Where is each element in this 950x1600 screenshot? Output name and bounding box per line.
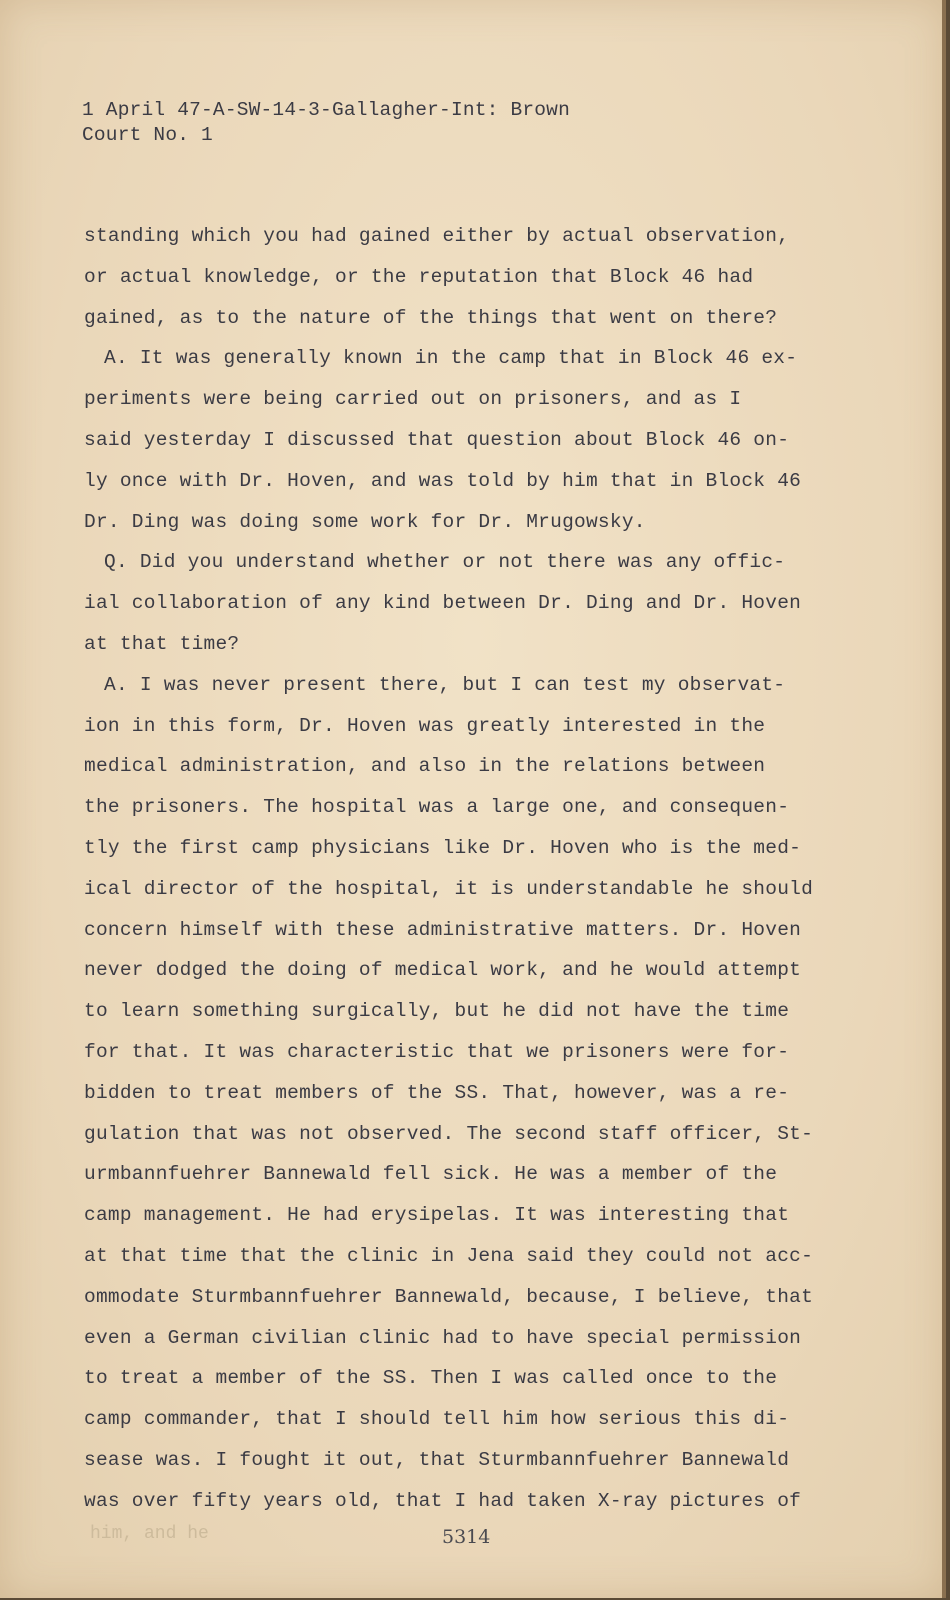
- transcript-line: was over fifty years old, that I had taken X-ray pictures of: [84, 1489, 802, 1512]
- transcript-line: gulation that was not observed. The second staff officer, St-: [84, 1122, 814, 1145]
- transcript-line: A. It was generally known in the camp that in Block 46 ex-: [104, 347, 798, 370]
- transcript-line: the prisoners. The hospital was a large one, and consequen-: [84, 796, 790, 819]
- transcript-line: ly once with Dr. Hoven, and was told by him that in Block 46: [84, 469, 802, 492]
- transcript-line: ommodate Sturmbannfuehrer Bannewald, because, I believe, that: [84, 1285, 814, 1308]
- page-number: 5314: [442, 1526, 491, 1548]
- transcript-header: [82, 98, 570, 148]
- transcript-line: periments were being carried out on prisoners, and as I: [84, 388, 742, 411]
- transcript-line: to treat a member of the SS. Then I was called once to the: [84, 1367, 778, 1390]
- transcript-line: at that time that the clinic in Jena said they could not acc-: [84, 1244, 814, 1267]
- transcript-line: gained, as to the nature of the things that went on there?: [84, 306, 778, 329]
- transcript-line: ial collaboration of any kind between Dr. Ding and Dr. Hoven: [84, 592, 802, 615]
- transcript-line: A. I was never present there, but I can test my observat-: [104, 673, 786, 696]
- transcript-line: camp commander, that I should tell him how serious this di-: [84, 1408, 790, 1431]
- transcript-line: camp management. He had erysipelas. It was interesting that: [84, 1204, 790, 1227]
- transcript-line: for that. It was characteristic that we prisoners were for-: [84, 1040, 790, 1063]
- transcript-line: tly the first camp physicians like Dr. Hoven who is the med-: [84, 836, 802, 859]
- transcript-line: even a German civilian clinic had to have special permission: [84, 1326, 802, 1349]
- page-edge: [942, 0, 946, 1598]
- transcript-line: never dodged the doing of medical work, and he would attempt: [84, 959, 802, 982]
- transcript-line: said yesterday I discussed that question about Block 46 on-: [84, 428, 790, 451]
- transcript-line: to learn something surgically, but he did not have the time: [84, 1000, 790, 1023]
- header-court-line: Court No. 1: [82, 124, 213, 146]
- transcript-line: urmbannfuehrer Bannewald fell sick. He was a member of the: [84, 1163, 778, 1186]
- transcript-line: standing which you had gained either by actual observation,: [84, 225, 790, 247]
- header-date-line: 1 April 47-A-SW-14-3-Gallagher-Int: Brown: [82, 99, 570, 121]
- transcript-line: ical director of the hospital, it is understandable he should: [84, 877, 814, 900]
- transcript-line: Dr. Ding was doing some work for Dr. Mrugowsky.: [84, 510, 646, 533]
- bleed-through-text: him, and he: [90, 1524, 209, 1544]
- transcript-line: ion in this form, Dr. Hoven was greatly interested in the: [84, 714, 766, 737]
- transcript-line: at that time?: [84, 632, 240, 655]
- transcript-line: Q. Did you understand whether or not there was any offic-: [104, 551, 786, 574]
- transcript-line: concern himself with these administrative matters. Dr. Hoven: [84, 918, 802, 941]
- transcript-line: bidden to treat members of the SS. That, however, was a re-: [84, 1081, 790, 1104]
- transcript-line: sease was. I fought it out, that Sturmbannfuehrer Bannewald: [84, 1448, 790, 1471]
- transcript-line: or actual knowledge, or the reputation that Block 46 had: [84, 265, 754, 288]
- transcript-body: [84, 216, 844, 1522]
- transcript-line: medical administration, and also in the relations between: [84, 755, 766, 778]
